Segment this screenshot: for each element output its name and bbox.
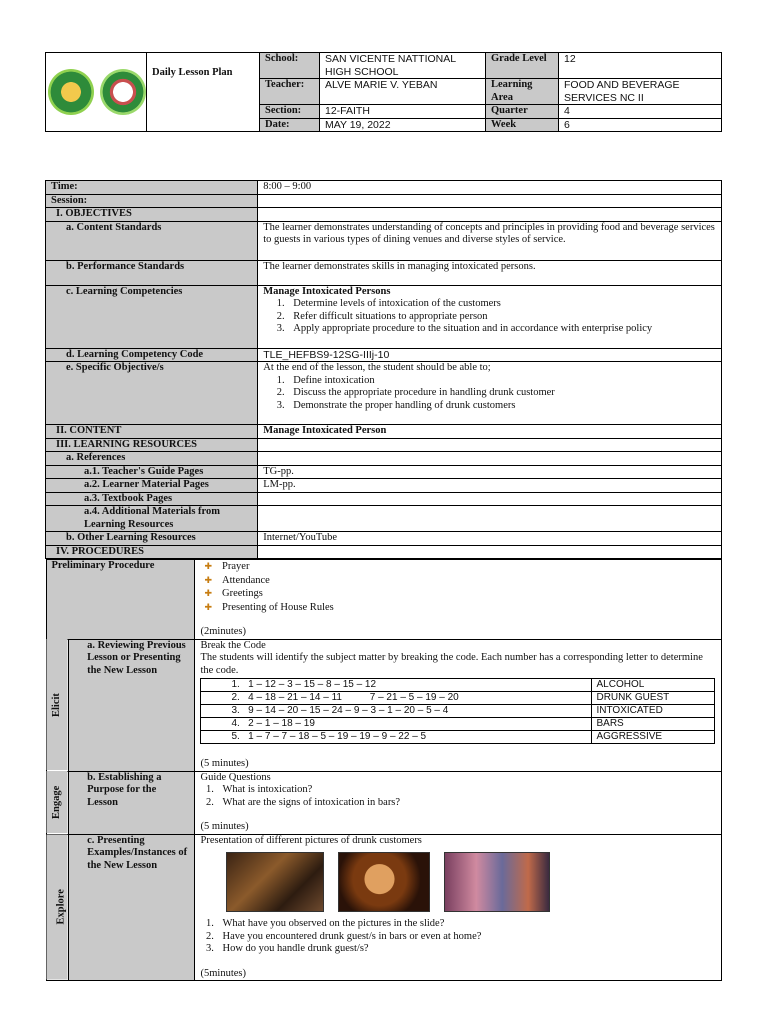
code-answer: AGGRESSIVE	[592, 731, 715, 744]
table-row	[201, 679, 715, 692]
code-answer: BARS	[592, 718, 715, 731]
examples-list	[200, 918, 715, 956]
list-item: 3. Apply appropriate procedure to the situation and in accordance with enterprise policy	[287, 323, 716, 336]
list-item: 1. Determine levels of intoxication of the customers	[287, 298, 716, 311]
drunk-customers-photo-1	[226, 852, 324, 912]
lesson-table	[45, 180, 722, 981]
quarter-value: 4	[559, 105, 722, 119]
teacher-label: Teacher:	[260, 79, 320, 105]
list-item: 1. What is intoxication?	[216, 784, 715, 797]
specific-objectives-intro: At the end of the lesson, the student should be able to;	[263, 362, 491, 373]
area-value: FOOD AND BEVERAGE SERVICES NC II	[559, 79, 722, 105]
learner-material-label: a.2. Learner Material Pages	[46, 479, 258, 493]
week-label: Week	[486, 118, 559, 132]
explore-label: Explore	[46, 834, 69, 981]
purpose-value	[195, 771, 721, 834]
list-item: 1. Define intoxication	[287, 375, 716, 388]
preliminary-label: Preliminary Procedure	[46, 560, 195, 640]
row-number: 2.	[231, 692, 240, 703]
reviewing-title: Break the Code	[200, 639, 266, 651]
drunk-customers-photo-2	[338, 852, 430, 912]
plan-title: Daily Lesson Plan	[147, 53, 260, 132]
list-item: ✚ Prayer	[204, 560, 715, 574]
competencies-title: Manage Intoxicated Persons	[263, 285, 391, 297]
competencies-list	[263, 298, 716, 336]
table-row	[201, 692, 715, 705]
school-value: SAN VICENTE NATTIONAL HIGH SCHOOL	[320, 53, 486, 79]
specific-objectives-label: e. Specific Objective/s	[46, 362, 258, 425]
procedures-table	[46, 559, 722, 981]
row-number: 4.	[231, 718, 240, 729]
preliminary-value	[195, 560, 721, 640]
code-sequence: 9 – 14 – 20 – 15 – 24 – 9 – 3 – 1 – 20 – 5 – 4	[248, 705, 449, 716]
content-heading: II. CONTENT	[46, 425, 258, 439]
row-number: 5.	[231, 731, 240, 742]
list-item: ✚ Greetings	[204, 587, 715, 601]
preliminary-time: (2minutes)	[200, 626, 246, 637]
examples-time: (5minutes)	[200, 967, 246, 979]
quarter-label: Quarter	[486, 105, 559, 119]
table-row	[201, 731, 715, 744]
session-value	[258, 194, 722, 208]
competency-code-value: TLE_HEFBS9-12SG-IIIj-10	[258, 348, 722, 362]
list-item: 2. Refer difficult situations to appropriate person	[287, 311, 716, 324]
teachers-guide-value: TG-pp.	[258, 465, 722, 479]
code-sequence: 1 – 12 – 3 – 15 – 8 – 15 – 12	[248, 679, 377, 690]
content-standards-label: a. Content Standards	[46, 221, 258, 260]
section-value: 12-FAITH	[320, 105, 486, 119]
reviewing-label: a. Reviewing Previous Lesson or Presenting the New Lesson	[69, 639, 195, 771]
teacher-value: ALVE MARIE V. YEBAN	[320, 79, 486, 105]
row-number: 3.	[231, 705, 240, 716]
list-item: 2. What are the signs of intoxication in bars?	[216, 797, 715, 810]
code-sequence: 1 – 7 – 7 – 18 – 5 – 19 – 19 – 9 – 22 – 5	[248, 731, 427, 742]
list-item: 2. Discuss the appropriate procedure in handling drunk customer	[287, 387, 716, 400]
specific-objectives-list	[263, 375, 716, 413]
procedures-heading: IV. PROCEDURES	[46, 545, 258, 559]
other-resources-label: b. Other Learning Resources	[46, 532, 258, 546]
table-row	[201, 705, 715, 718]
performance-standards-value: The learner demonstrates skills in managing intoxicated persons.	[258, 260, 722, 285]
specific-objectives-value	[258, 362, 722, 425]
date-label: Date:	[260, 118, 320, 132]
week-value: 6	[559, 118, 722, 132]
purpose-label: b. Establishing a Purpose for the Lesson	[69, 771, 195, 834]
resources-heading: III. LEARNING RESOURCES	[46, 438, 258, 452]
preliminary-list	[200, 560, 715, 614]
teachers-guide-label: a.1. Teacher's Guide Pages	[46, 465, 258, 479]
learner-material-value: LM-pp.	[258, 479, 722, 493]
purpose-time: (5 minutes)	[200, 821, 249, 832]
reviewing-time: (5 minutes)	[200, 758, 249, 769]
list-item: 2. Have you encountered drunk guest/s in bars or even at home?	[216, 931, 715, 944]
list-item: 3. Demonstrate the proper handling of drunk customers	[287, 400, 716, 413]
area-label: Learning Area	[486, 79, 559, 105]
content-value: Manage Intoxicated Person	[258, 425, 722, 439]
examples-title: Presentation of different pictures of drunk customers	[200, 834, 422, 846]
elicit-label: Elicit	[46, 639, 69, 771]
examples-pictures	[226, 852, 715, 912]
competencies-label: c. Learning Competencies	[46, 285, 258, 348]
code-sequence: 2 – 1 – 18 – 19	[248, 718, 315, 729]
code-answer: DRUNK GUEST	[592, 692, 715, 705]
examples-label: c. Presenting Examples/Instances of the New Lesson	[69, 834, 195, 981]
objectives-heading: I. OBJECTIVES	[46, 208, 258, 222]
list-item: 3. How do you handle drunk guest/s?	[216, 943, 715, 956]
other-resources-value: Internet/YouTube	[258, 532, 722, 546]
reviewing-value	[195, 639, 721, 771]
code-answer: INTOXICATED	[592, 705, 715, 718]
code-table	[200, 678, 715, 744]
grade-label: Grade Level	[486, 53, 559, 79]
division-seal-icon	[100, 69, 146, 115]
drunk-customers-photo-3	[444, 852, 550, 912]
textbook-label: a.3. Textbook Pages	[46, 492, 258, 506]
references-label: a. References	[46, 452, 258, 466]
performance-standards-label: b. Performance Standards	[46, 260, 258, 285]
grade-value: 12	[559, 53, 722, 79]
date-value: MAY 19, 2022	[320, 118, 486, 132]
list-item: ✚ Attendance	[204, 574, 715, 588]
school-label: School:	[260, 53, 320, 79]
logos	[46, 53, 147, 132]
content-standards-value: The learner demonstrates understanding of concepts and principles in providing food and beverage services to guests in various types of dining venues and diverse styles of service.	[258, 221, 722, 260]
code-answer: ALCOHOL	[592, 679, 715, 692]
session-label: Session:	[46, 194, 258, 208]
competency-code-label: d. Learning Competency Code	[46, 348, 258, 362]
purpose-title: Guide Questions	[200, 771, 271, 783]
section-label: Section:	[260, 105, 320, 119]
reviewing-text: The students will identify the subject matter by breaking the code. Each number has a corresponding letter to determine the code.	[200, 652, 703, 676]
header-table	[45, 52, 722, 132]
list-item: ✚ Presenting of House Rules	[204, 601, 715, 615]
time-label: Time:	[46, 181, 258, 195]
row-number: 1.	[231, 679, 240, 690]
list-item: 1. What have you observed on the pictures in the slide?	[216, 918, 715, 931]
competencies-value	[258, 285, 722, 348]
purpose-list	[200, 784, 715, 809]
additional-materials-label: a.4. Additional Materials from Learning Resources	[46, 506, 258, 532]
engage-label: Engage	[46, 771, 69, 834]
code-sequence: 4 – 18 – 21 – 14 – 11 7 – 21 – 5 – 19 – 20	[248, 692, 459, 703]
school-seal-icon	[48, 69, 94, 115]
time-value: 8:00 – 9:00	[258, 181, 722, 195]
table-row	[201, 718, 715, 731]
examples-value	[195, 834, 721, 981]
